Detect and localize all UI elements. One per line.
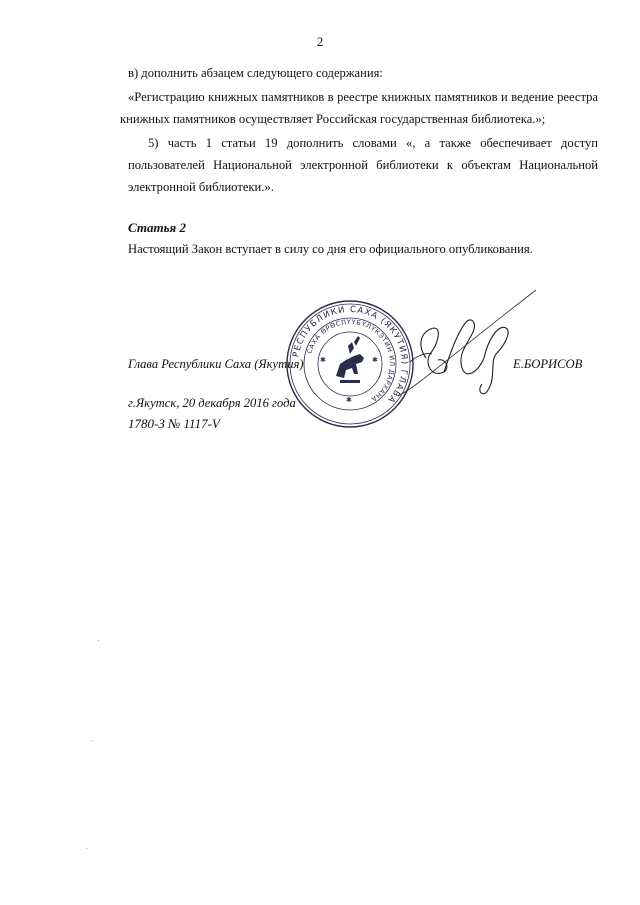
signatory-position: Глава Республики Саха (Якутия) [128, 357, 304, 371]
article-body: Настоящий Закон вступает в силу со дня его официального опубликования. [128, 242, 533, 256]
svg-text:✱: ✱ [320, 356, 326, 364]
article-title: Статья 2 [128, 220, 186, 235]
scan-speck [98, 640, 99, 641]
seal-emblem-icon [336, 336, 364, 383]
page-number: 2 [316, 34, 324, 49]
svg-text:✱: ✱ [346, 396, 352, 404]
seal-inner-text: САХА ӨРӨСПҮҮБҮЛҮКЭТИН ИЛ ДАРХАНА [305, 317, 397, 404]
svg-text:✱: ✱ [372, 356, 378, 364]
seal-outer-text: РЕСПУБЛИКИ САХА (ЯКУТИЯ) ГЛАВА [291, 304, 410, 406]
law-number: 1780-З № 1117-V [128, 416, 220, 431]
signatory-name: Е.БОРИСОВ [513, 357, 583, 371]
scan-speck [86, 848, 87, 849]
place-and-date: г.Якутск, 20 декабря 2016 года [128, 396, 296, 410]
scan-speck [92, 740, 93, 741]
paragraph-article-19: 5) часть 1 статьи 19 дополнить словами «, а также обеспечивает доступ пользователей Национальной электронной библиотеки к объектам Национальной электронной библиотеки.». [128, 136, 598, 194]
paragraph-intro: в) дополнить абзацем следующего содержания: [128, 66, 383, 80]
handwritten-signature-icon [388, 288, 538, 408]
paragraph-registration: «Регистрацию книжных памятников в реестре книжных памятников и ведение реестра книжных памятников осуществляет Российская государственная библиотека.»; [120, 90, 598, 126]
